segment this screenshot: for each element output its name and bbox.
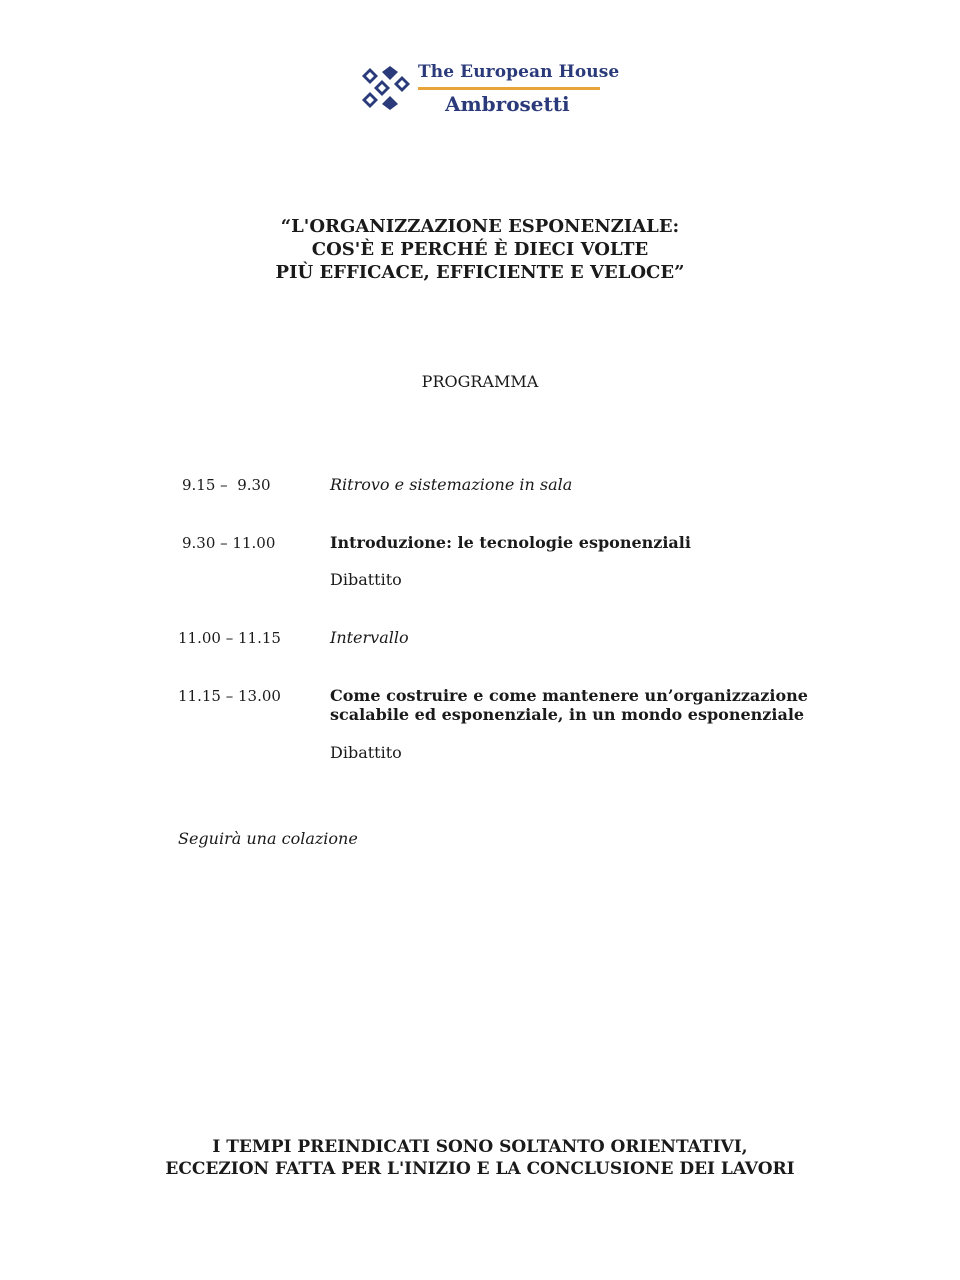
- footer-line: ECCEZION FATTA PER L'INIZIO E LA CONCLUSIONE DEI LAVORI: [165, 1159, 795, 1179]
- schedule-time: 9.30 – 11.00: [182, 534, 276, 552]
- logo-divider: [418, 87, 600, 90]
- schedule-title: Intervallo: [330, 628, 409, 647]
- schedule-title-line: Come costruire e come mantenere un’organizzazione: [330, 686, 808, 705]
- footer-disclaimer: [0, 1136, 960, 1180]
- closing-note: Seguirà una colazione: [178, 829, 358, 848]
- schedule-time: 11.00 – 11.15: [178, 629, 281, 647]
- schedule-title-line: scalabile ed esponenziale, in un mondo esponenziale: [330, 705, 805, 724]
- title-line: “L'ORGANIZZAZIONE ESPONENZIALE:: [280, 216, 680, 237]
- schedule-time: 9.15 – 9.30: [182, 476, 271, 494]
- schedule-title: Ritrovo e sistemazione in sala: [330, 475, 573, 494]
- page-title: [0, 215, 960, 284]
- logo-text-line2: Ambrosetti: [445, 92, 570, 116]
- title-line: COS'È E PERCHÉ È DIECI VOLTE: [311, 239, 649, 260]
- footer-line: I TEMPI PREINDICATI SONO SOLTANTO ORIENTATIVI,: [212, 1137, 748, 1157]
- schedule-subitem: Dibattito: [330, 570, 402, 589]
- programma-heading: PROGRAMMA: [421, 372, 539, 391]
- schedule-title: Introduzione: le tecnologie esponenziali: [330, 533, 691, 552]
- title-line: PIÙ EFFICACE, EFFICIENTE E VELOCE”: [275, 262, 685, 283]
- company-logo: [360, 62, 620, 116]
- schedule-time: 11.15 – 13.00: [178, 687, 281, 705]
- schedule-subitem: Dibattito: [330, 743, 402, 762]
- ambrosetti-logo-mark-icon: [360, 66, 412, 110]
- logo-text-line1: The European House: [418, 62, 620, 82]
